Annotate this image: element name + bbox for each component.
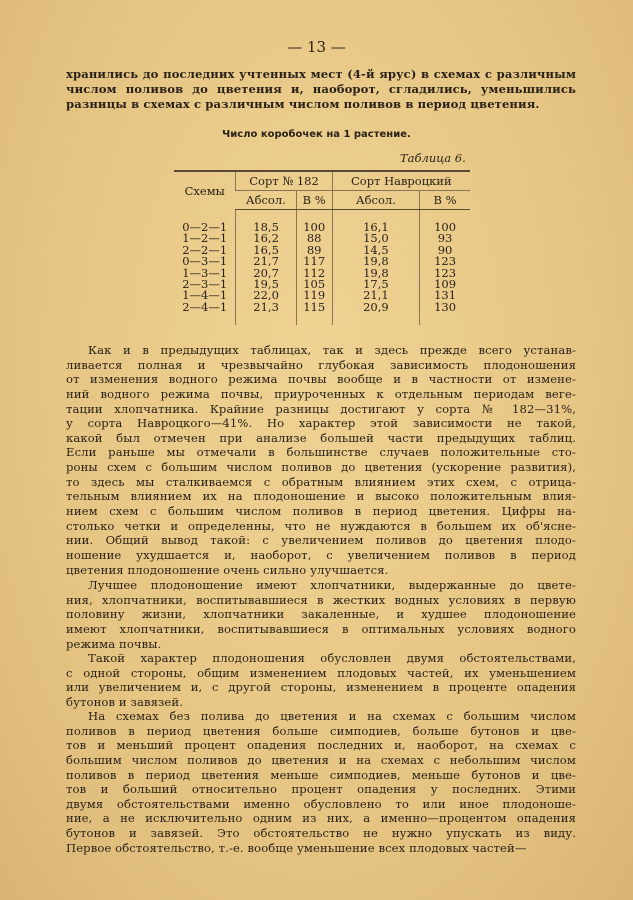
text-line: двумя обстоятельствами именно обусловлено то или иное плодоноше- <box>66 796 576 811</box>
text-line: бутонов и завязей. Это обстоятельство не нужно упускать из виду. <box>66 826 576 841</box>
subheader-pct: В % <box>296 191 332 210</box>
text-line: тельным влиянием их на плодоношение и высоко положительным влия- <box>66 489 576 504</box>
table-number: Таблица 6. <box>400 151 466 165</box>
text-line: имеют хлопчатники, воспитывавшиеся в оптимальных условиях водного <box>66 621 576 636</box>
data-table <box>174 170 470 325</box>
cell-scheme: 1—3—1 <box>182 265 228 280</box>
text-line: тации хлопчатника. Крайние разницы достигают у сорта № 182—31%, <box>66 401 576 416</box>
cell-182-abs: 16,2 <box>236 233 296 244</box>
text-line: половину жизни, хлопчатники закаленные, и худшее плодоношение <box>66 607 576 622</box>
table-row <box>174 210 470 234</box>
text-line: цветения плодоношение очень сильно улучшается. <box>66 562 389 577</box>
cell-182-pct: 89 <box>296 245 332 256</box>
cell-navrotsky-abs: 14,5 <box>332 245 420 256</box>
cell-182-abs: 22,0 <box>236 290 296 301</box>
text-line: ний водного режима почвы, приуроченных к отдельным периодам веге- <box>66 386 576 401</box>
page-number: — 13 — <box>287 38 346 56</box>
cell-scheme: 0—2—1 <box>182 219 228 234</box>
cell-182-pct: 112 <box>296 268 332 279</box>
cell-navrotsky-pct: 109 <box>420 279 470 290</box>
subheader-abs: Абсол. <box>236 191 296 210</box>
paragraph-3 <box>66 578 576 651</box>
text-line: На схемах без полива до цветения и на схемах с большим числом <box>88 709 576 723</box>
text-line: столько четки и определенны, что не нуждаются в большем их об'ясне- <box>66 518 576 533</box>
cell-navrotsky-abs: 16,1 <box>332 210 420 234</box>
cell-navrotsky-abs: 21,1 <box>332 290 420 301</box>
paragraph-4 <box>66 651 576 710</box>
paragraph-2 <box>66 343 576 577</box>
cell-navrotsky-pct: 93 <box>420 233 470 244</box>
cell-182-abs: 21,3 <box>236 302 296 325</box>
cell-182-abs: 16,5 <box>236 245 296 256</box>
text-line: с одной стороны, общим изменением плодовых частей, их уменьшением <box>66 665 576 680</box>
header-variety-182: Сорт № 182 <box>236 171 332 191</box>
cell-scheme: 2—2—1 <box>182 242 228 257</box>
text-line: нии. Общий вывод такой: с увеличением поливов до цветения плодо- <box>66 533 576 548</box>
cell-navrotsky-abs: 20,9 <box>332 302 420 325</box>
text-line: разницы в схемах с различным числом поливов в период цветения. <box>66 97 540 111</box>
cell-navrotsky-abs: 19,8 <box>332 268 420 279</box>
text-line: какой был отмечен при анализе большей части предыдущих таблиц. <box>66 430 576 445</box>
paragraph-1 <box>66 67 576 112</box>
cell-182-pct: 88 <box>296 233 332 244</box>
text-line: или увеличением и, с другой стороны, изменением в проценте опадения <box>66 680 576 695</box>
text-line: Если раньше мы отмечали в большинстве случаев положительные сто- <box>66 445 576 460</box>
text-line: поливов в период цветения меньше симподиев, меньше бутонов и цве- <box>66 767 576 782</box>
text-line: Первое обстоятельство, т.-е. вообще уменьшение всех плодовых частей— <box>66 840 527 855</box>
cell-182-pct: 117 <box>296 256 332 267</box>
cell-182-pct: 119 <box>296 290 332 301</box>
text-line: Как и в предыдущих таблицах, так и здесь прежде всего устанав- <box>88 343 576 357</box>
cell-scheme: 0—3—1 <box>182 254 228 269</box>
cell-navrotsky-pct: 131 <box>420 290 470 301</box>
cell-182-pct: 115 <box>296 302 332 325</box>
cell-scheme: 1—4—1 <box>182 288 228 303</box>
text-line: ние, а не исключительно одним из них, а именно—процентом опадения <box>66 811 576 826</box>
cell-navrotsky-pct: 90 <box>420 245 470 256</box>
cell-navrotsky-pct: 130 <box>420 302 470 325</box>
header-variety-navrotsky: Сорт Навроцкий <box>332 171 470 191</box>
cell-navrotsky-pct: 123 <box>420 268 470 279</box>
text-line: поливов в период цветения больше симподиев, больше бутонов и цве- <box>66 723 576 738</box>
text-line: тов и меньший процент опадения последних и, наоборот, на схемах с <box>66 738 576 753</box>
cell-182-pct: 105 <box>296 279 332 290</box>
cell-navrotsky-pct: 100 <box>420 210 470 234</box>
cell-navrotsky-abs: 15,0 <box>332 233 420 244</box>
text-line: ношение ухудшается и, наоборот, с увеличением поливов в период <box>66 547 576 562</box>
text-line: у сорта Навроцкого—41%. Но характер этой зависимости не такой, <box>66 416 576 431</box>
cell-scheme: 2—3—1 <box>182 277 228 292</box>
paragraph-5 <box>66 709 576 855</box>
cell-navrotsky-abs: 17,5 <box>332 279 420 290</box>
cell-182-pct: 100 <box>296 210 332 234</box>
text-line: большим числом поливов до цветения и на схемах с небольшим числом <box>66 752 576 767</box>
table-row <box>174 302 470 325</box>
text-line: ливается полная и чрезвычайно глубокая зависимость плодоношения <box>66 357 576 372</box>
text-line: Такой характер плодоношения обусловлен двумя обстоятельствами, <box>88 651 576 665</box>
subheader-abs: Абсол. <box>332 191 420 210</box>
cell-182-abs: 21,7 <box>236 256 296 267</box>
text-line: Лучшее плодоношение имеют хлопчатники, выдержанные до цвете- <box>88 578 576 592</box>
text-line: от изменения водного режима почвы вообще и в частности от измене- <box>66 372 576 387</box>
table-caption: Число коробочек на 1 растение. <box>222 129 411 140</box>
text-line: режима почвы. <box>66 636 162 651</box>
cell-182-abs: 19,5 <box>236 279 296 290</box>
cell-182-abs: 20,7 <box>236 268 296 279</box>
text-line: бутонов и завязей. <box>66 694 184 709</box>
cell-scheme: 1—2—1 <box>182 231 228 246</box>
header-scheme: Схемы <box>174 171 236 210</box>
cell-scheme: 2—4—1 <box>182 299 228 314</box>
text-line: нием схем с большим числом поливов в период цветения. Цифры на- <box>66 504 576 519</box>
text-line: числом поливов до цветения и, наоборот, сгладились, уменьшились <box>66 82 576 96</box>
text-line: то здесь мы сталкиваемся с обратным влиянием этих схем, с отрица- <box>66 474 576 489</box>
subheader-pct: В % <box>420 191 470 210</box>
text-line: хранились до последних учтенных мест (4-й ярус) в схемах с различным <box>66 67 576 81</box>
text-line: роны схем с большим числом поливов до цветения (ускорение развития), <box>66 460 576 475</box>
cell-navrotsky-abs: 19,8 <box>332 256 420 267</box>
cell-182-abs: 18,5 <box>236 210 296 234</box>
cell-navrotsky-pct: 123 <box>420 256 470 267</box>
text-line: тов и больший относительно процент опадения у последних. Этими <box>66 782 576 797</box>
text-line: ния, хлопчатники, воспитывавшиеся в жестких водных условиях в первую <box>66 592 576 607</box>
